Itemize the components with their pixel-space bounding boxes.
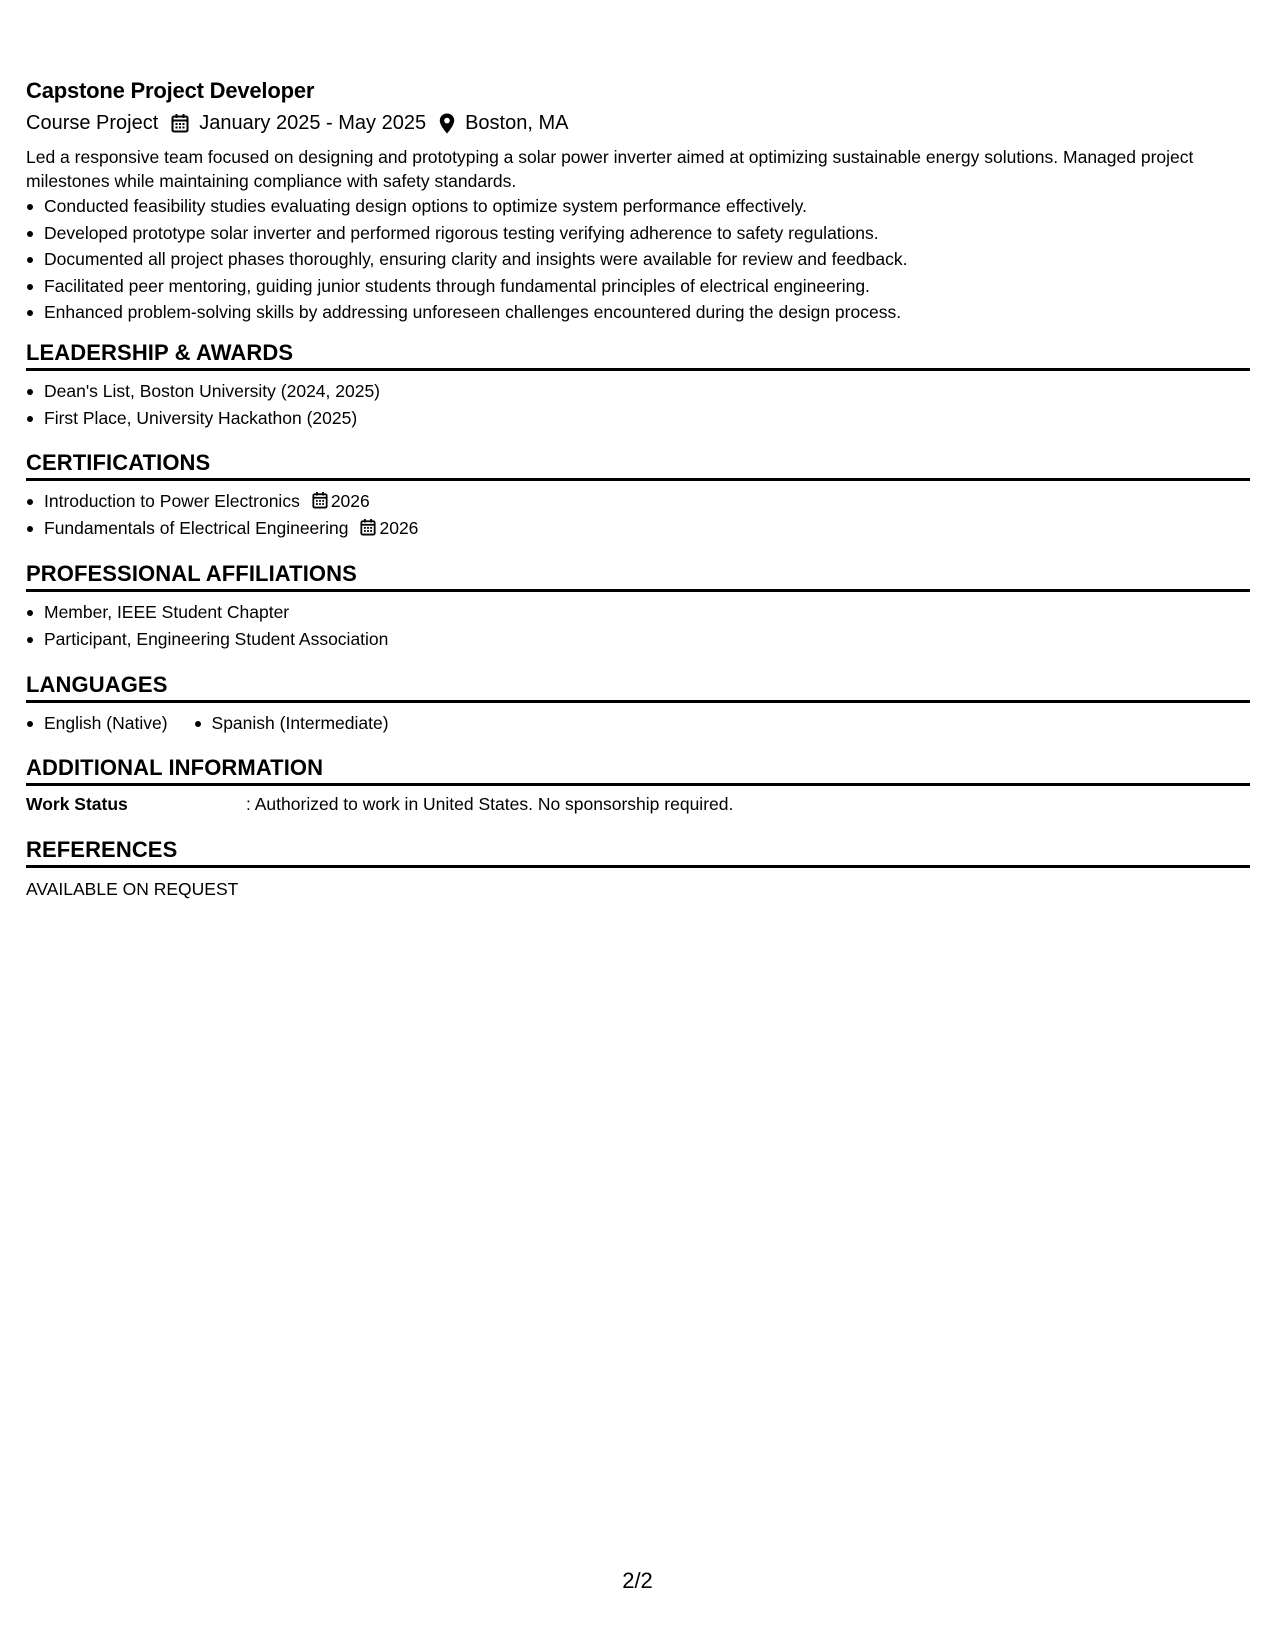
certification-year: 2026	[379, 517, 419, 538]
project-meta	[26, 107, 1250, 139]
list-item: Participant, Engineering Student Association	[26, 626, 1250, 653]
list-item: Developed prototype solar inverter and performed rigorous testing verifying adherence to safety regulations.	[26, 220, 1250, 247]
list-item: Documented all project phases thoroughly, ensuring clarity and insights were available for review and feedback.	[26, 246, 1250, 273]
list-item: Spanish (Intermediate)	[194, 710, 389, 736]
project-title: Capstone Project Developer	[26, 78, 315, 103]
section-affiliations	[26, 559, 1250, 652]
list-item: Conducted feasibility studies evaluating design options to optimize system performance effectively.	[26, 193, 1250, 220]
page-number: 2/2	[622, 1568, 653, 1593]
list-item: English (Native)	[26, 710, 168, 736]
section-additional-info	[26, 753, 1250, 817]
section-languages	[26, 670, 1250, 736]
work-status-value: : Authorized to work in United States. No sponsorship required.	[246, 794, 734, 814]
certification-name: Fundamentals of Electrical Engineering	[44, 517, 349, 538]
list-item: Facilitated peer mentoring, guiding junior students through fundamental principles of electrical engineering.	[26, 273, 1250, 300]
list-item: Enhanced problem-solving skills by addressing unforeseen challenges encountered during the design process.	[26, 299, 1250, 326]
section-heading: ADDITIONAL INFORMATION	[26, 753, 1250, 786]
list-item	[26, 515, 1250, 542]
project-dates: January 2025 - May 2025	[199, 111, 427, 134]
project-type: Course Project	[26, 111, 159, 134]
certification-year: 2026	[330, 491, 370, 511]
list-item	[26, 488, 1250, 515]
work-status-row	[26, 791, 1250, 817]
section-heading: PROFESSIONAL AFFILIATIONS	[26, 559, 1250, 592]
calendar-icon	[171, 113, 189, 133]
section-heading: REFERENCES	[26, 835, 1250, 868]
section-leadership	[26, 338, 1250, 431]
section-certifications	[26, 448, 1250, 541]
work-status-label: Work Status	[26, 794, 128, 814]
calendar-icon	[360, 518, 376, 536]
project-bullets	[26, 193, 1250, 326]
project-entry	[26, 76, 1250, 326]
list-item: Dean's List, Boston University (2024, 2025)	[26, 378, 1250, 405]
project-location: Boston, MA	[465, 111, 569, 134]
project-description: Led a responsive team focused on designing and prototyping a solar power inverter aimed at optimizing sustainable energy solutions. Managed project milestones while maintaining compliance with safety standards.	[26, 147, 1194, 191]
calendar-icon	[312, 491, 328, 509]
references-text: AVAILABLE ON REQUEST	[26, 879, 239, 899]
section-heading: LANGUAGES	[26, 670, 1250, 703]
certification-name: Introduction to Power Electronics	[44, 491, 300, 511]
section-references	[26, 835, 1250, 902]
list-item: Member, IEEE Student Chapter	[26, 599, 1250, 626]
map-pin-icon	[439, 113, 455, 134]
section-heading: LEADERSHIP & AWARDS	[26, 338, 1250, 371]
section-heading: CERTIFICATIONS	[26, 448, 1250, 481]
list-item: First Place, University Hackathon (2025)	[26, 405, 1250, 432]
